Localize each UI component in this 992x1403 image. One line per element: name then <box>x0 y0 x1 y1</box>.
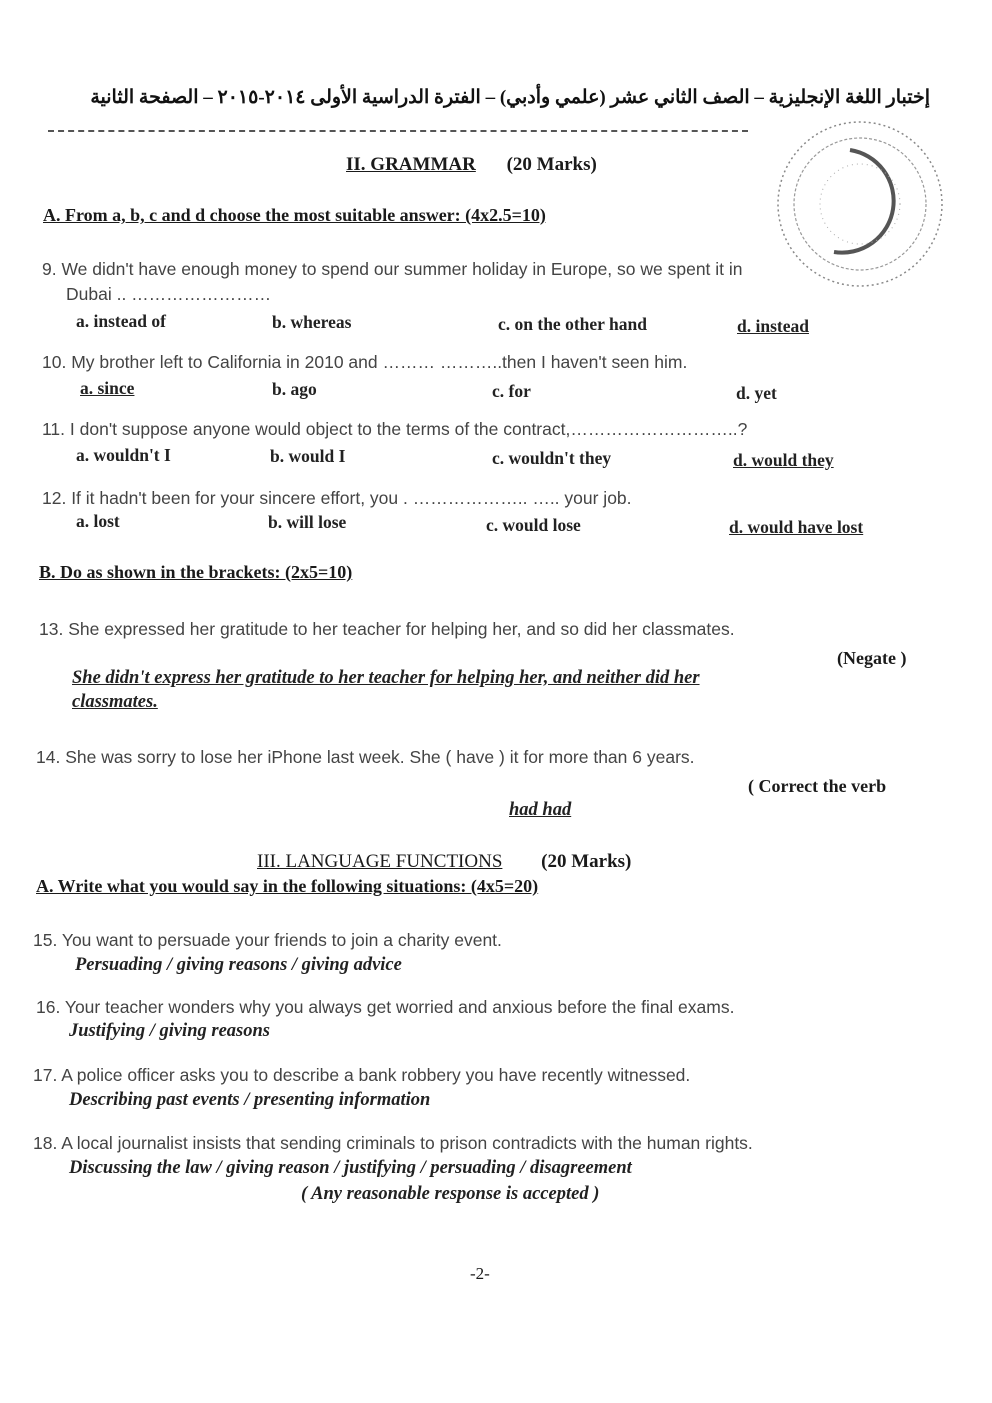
question-9-text-cont: Dubai .. …………………… <box>66 284 272 304</box>
q14-answer: had had <box>509 800 572 820</box>
q13-answer-line-1: She didn't express her gratitude to her teacher for helping her, and neither did her <box>72 668 700 688</box>
grammar-title: II. GRAMMAR <box>346 154 476 175</box>
question-11-text: 11. I don't suppose anyone would object to the terms of the contract,………………………..? <box>42 419 748 439</box>
header-divider <box>48 130 748 132</box>
question-14-text: 14. She was sorry to lose her iPhone last week. She ( have ) it for more than 6 years. <box>36 747 695 767</box>
question-12-text: 12. If it hadn't been for your sincere effort, you . ……………….. ….. your job. <box>42 488 632 508</box>
question-10-text: 10. My brother left to California in 2010 and ……… ………..then I haven't seen him. <box>42 352 688 372</box>
language-functions-section-title <box>257 851 631 873</box>
q9-option-b: b. whereas <box>272 312 352 332</box>
q12-option-d-answer: d. would have lost <box>729 517 864 537</box>
language-functions-title: III. LANGUAGE FUNCTIONS <box>257 851 503 872</box>
q10-option-c: c. for <box>492 381 531 401</box>
q17-answer: Describing past events / presenting information <box>69 1090 431 1110</box>
grammar-marks: (20 Marks) <box>506 154 597 175</box>
grammar-part-a-heading: A. From a, b, c and d choose the most suitable answer: (4x2.5=10) <box>43 205 546 225</box>
grammar-part-b-heading: B. Do as shown in the brackets: (2x5=10) <box>39 562 353 582</box>
q15-answer: Persuading / giving reasons / giving advice <box>75 955 402 975</box>
page-number: -2- <box>470 1264 490 1283</box>
q11-option-b: b. would I <box>270 446 346 466</box>
q14-instruction: ( Correct the verb <box>748 776 887 796</box>
q13-instruction: (Negate ) <box>837 648 907 668</box>
q10-option-d: d. yet <box>736 383 777 403</box>
q13-answer-line-2: classmates. <box>72 692 158 712</box>
q10-option-a-answer: a. since <box>80 378 135 398</box>
q11-option-d-answer: d. would they <box>733 450 834 470</box>
header-arabic-title: إختبار اللغة الإنجليزية – الصف الثاني عشر (علمي وأدبي) – الفترة الدراسية الأولى ٢٠١٤-٢٠١٥ – الصفحة الثانية <box>90 87 930 108</box>
question-15-text: 15. You want to persuade your friends to join a charity event. <box>33 930 502 950</box>
q18-answer: Discussing the law / giving reason / justifying / persuading / disagreement <box>69 1158 632 1178</box>
question-17-text: 17. A police officer asks you to describe a bank robbery you have recently witnessed. <box>33 1065 691 1085</box>
q12-option-a: a. lost <box>76 511 120 531</box>
language-functions-heading: A. Write what you would say in the following situations: (4x5=20) <box>36 876 539 896</box>
q11-option-a: a. wouldn't I <box>76 445 171 465</box>
question-13-text: 13. She expressed her gratitude to her teacher for helping her, and so did her classmates. <box>39 619 735 639</box>
q16-answer: Justifying / giving reasons <box>69 1021 270 1041</box>
question-9-text: 9. We didn't have enough money to spend our summer holiday in Europe, so we spent it in <box>42 259 743 279</box>
q9-option-c: c. on the other hand <box>498 314 647 334</box>
q11-option-c: c. wouldn't they <box>492 448 612 468</box>
question-18-text: 18. A local journalist insists that sending criminals to prison contradicts with the human rights. <box>33 1133 753 1153</box>
question-16-text: 16. Your teacher wonders why you always get worried and anxious before the final exams. <box>36 997 735 1017</box>
answer-note: ( Any reasonable response is accepted ) <box>301 1184 600 1204</box>
language-functions-marks: (20 Marks) <box>541 851 632 872</box>
official-stamp-icon <box>742 112 947 297</box>
q12-option-b: b. will lose <box>268 512 347 532</box>
q12-option-c: c. would lose <box>486 515 581 535</box>
q9-option-d-answer: d. instead <box>737 316 809 336</box>
grammar-section-title <box>346 154 597 176</box>
q9-option-a: a. instead of <box>76 311 166 331</box>
q10-option-b: b. ago <box>272 379 317 399</box>
